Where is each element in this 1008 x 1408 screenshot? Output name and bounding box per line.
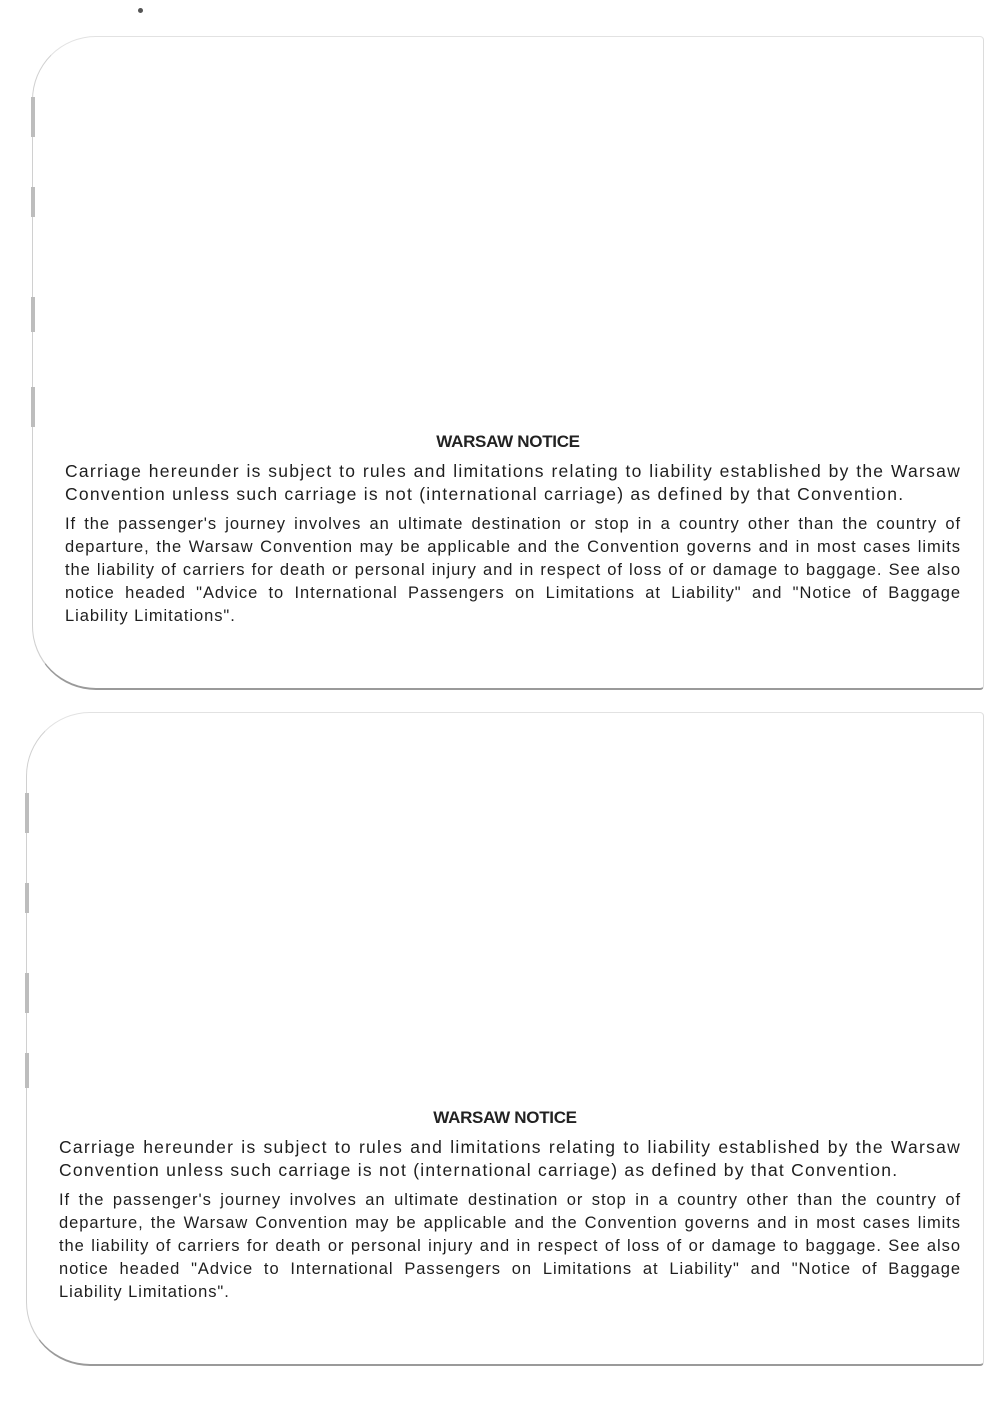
perforation-mark: [31, 387, 35, 427]
perforation-mark: [25, 973, 29, 1013]
perforation-mark: [25, 883, 29, 913]
warsaw-notice: [27, 1108, 983, 1301]
notice-body: [59, 1136, 961, 1304]
perforation-mark: [31, 97, 35, 137]
ticket-coupon-2: [26, 712, 984, 1366]
notice-heading: WARSAW NOTICE: [436, 432, 580, 451]
warsaw-notice: [33, 432, 983, 625]
perforation-mark: [25, 1053, 29, 1088]
notice-paragraph-2: If the passenger's journey involves an ultimate destination or stop in a country other than the country of departure, the Warsaw Convention may be applicable and the Convention governs and in most cases limits the liability of carriers for death or personal injury and in respect of loss of or damage to baggage. See also notice headed "Advice to International Passengers on Limitations at Liability" and "Notice of Baggage Liability Limitations".: [65, 515, 961, 625]
notice-paragraph-2: If the passenger's journey involves an ultimate destination or stop in a country other than the country of departure, the Warsaw Convention may be applicable and the Convention governs and in most cases limits the liability of carriers for death or personal injury and in respect of loss of or damage to baggage. See also notice headed "Advice to International Passengers on Limitations at Liability" and "Notice of Baggage Liability Limitations".: [59, 1191, 961, 1301]
perforation-mark: [25, 793, 29, 833]
notice-paragraph-1: Carriage hereunder is subject to rules and limitations relating to liability established by the Warsaw Convention unless such carriage is not (international carriage) as defined by that Convention.: [59, 1137, 961, 1180]
notice-heading: WARSAW NOTICE: [433, 1108, 577, 1127]
notice-body: [65, 460, 961, 628]
ticket-coupon-1: [32, 36, 984, 690]
perforation-mark: [31, 187, 35, 217]
perforation-mark: [31, 297, 35, 332]
notice-paragraph-1: Carriage hereunder is subject to rules and limitations relating to liability established by the Warsaw Convention unless such carriage is not (international carriage) as defined by that Convention.: [65, 461, 961, 504]
scan-speck: [138, 8, 143, 13]
